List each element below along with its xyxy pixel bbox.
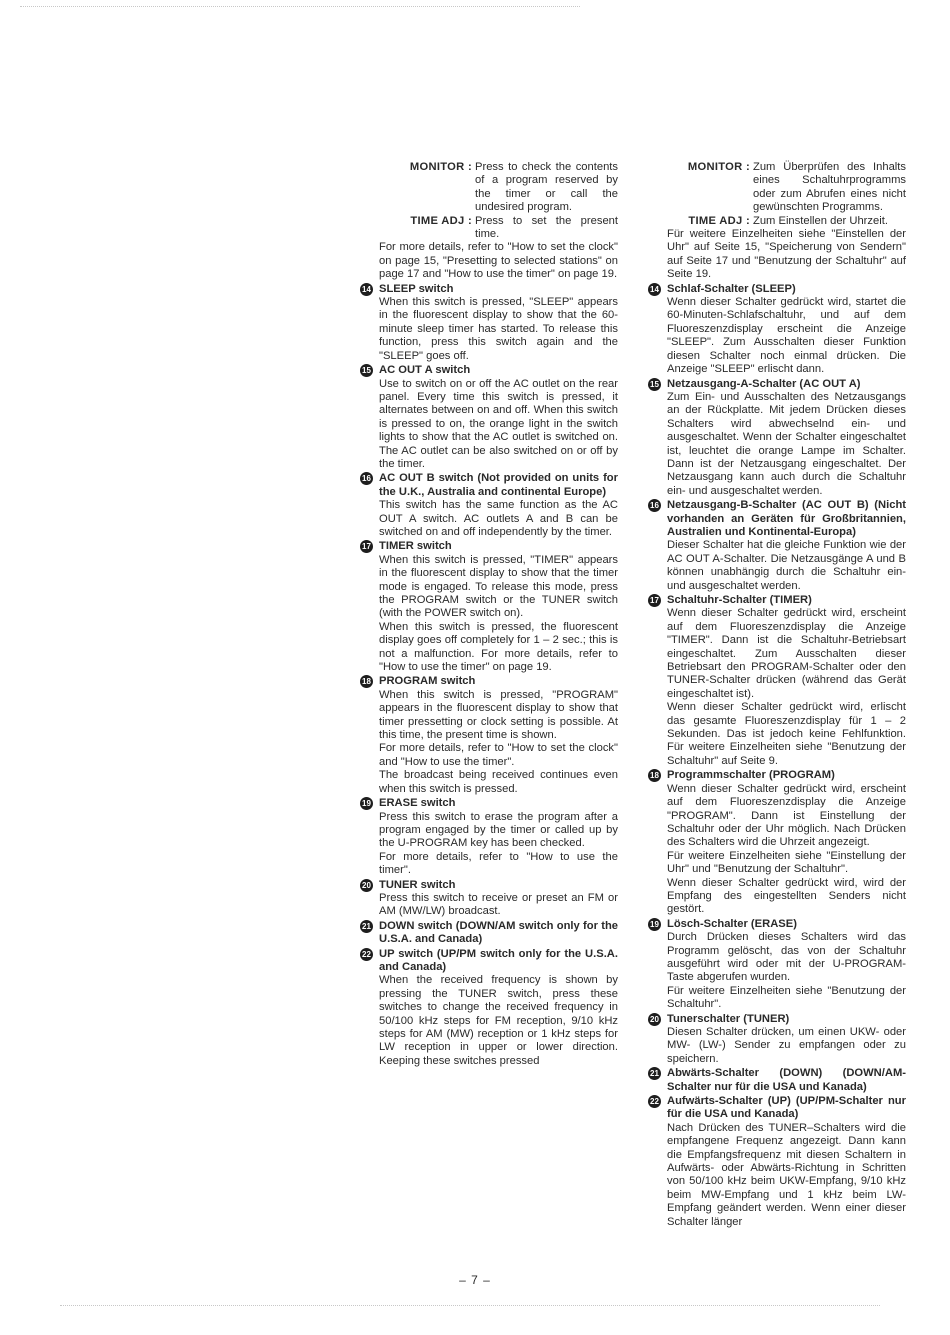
time-adj-key: TIME ADJ :	[410, 214, 472, 227]
item-number-badge: 17	[360, 540, 373, 553]
monitor-key: MONITOR :	[687, 161, 750, 173]
item-title: Tunerschalter (TUNER)	[667, 1012, 790, 1025]
item-title: Aufwärts-Schalter (UP) (UP/PM-Schalter nur für die USA und Kanada)	[667, 1095, 906, 1121]
item-body: Zum Ein- und Ausschalten des Netzausgangs an der Rückplatte. Mit jedem Drücken dieses Schalters wird abwechselnd ein- und ausgeschaltet. Wenn der Schalter eingeschaltet ist, leuchtet die orange Lampe im Schalter. Dann ist der Netzausgang eingeschaltet. Der Netzausgang kann auch durch die Schaltuhr ein- und ausgeschaltet werden.	[667, 390, 906, 497]
item-body: Nach Drücken des TUNER–Schalters wird die empfangene Frequenz angezeigt. Dann kann die Empfangsfrequenz mit diesen Schaltern in Aufwärts- oder Abwärts-Richtung in Schritten von 50/100 kHz beim UKW-Empfang, 9/10 kHz beim MW-Empfang und 1 kHz beim LW-Empfang geändert werden. Wenn einer dieser Schalter länger	[667, 1121, 906, 1228]
item-title: AC OUT A switch	[379, 364, 471, 377]
item-title: ERASE switch	[379, 797, 456, 810]
numbered-item	[360, 364, 618, 471]
item-title: TIMER switch	[379, 540, 452, 553]
numbered-item	[648, 918, 906, 1012]
numbered-item	[648, 378, 906, 499]
item-body: When the received frequency is shown by pressing the TUNER switch, press these switches to change the received frequency in 50/100 kHz steps for FM reception, 9/10 kHz steps for AM (MW) reception or 1 kHz steps for LW reception in upper or lower direction. Keeping these switches pressed	[379, 974, 618, 1067]
item-title: UP switch (UP/PM switch only for the U.S.A. and Canada)	[379, 947, 618, 973]
item-title: Schaltuhr-Schalter (TIMER)	[667, 594, 812, 606]
item-title: DOWN switch (DOWN/AM switch only for the U.S.A. and Canada)	[379, 919, 618, 946]
numbered-item	[360, 797, 618, 877]
item-number-badge: 14	[360, 283, 373, 296]
monitor-entry	[360, 161, 618, 215]
item-number-badge: 20	[648, 1013, 661, 1026]
monitor-desc: Press to check the contents of a program reserved by the timer or call the undesired program.	[475, 161, 618, 214]
item-body: When this switch is pressed, "SLEEP" appears in the fluorescent display to show that the 60-minute sleep timer has started. To release this function, press this switch again and the "SLEEP" goes off.	[379, 296, 618, 362]
item-list	[360, 283, 618, 1069]
numbered-item	[360, 879, 618, 919]
numbered-item	[648, 1067, 906, 1094]
item-body: This switch has the same function as the AC OUT A switch. AC outlets A and B can be switched on and off independently by the timer.	[379, 499, 618, 538]
numbered-item	[648, 499, 906, 593]
item-title: PROGRAM switch	[379, 675, 476, 688]
item-number-badge: 21	[360, 920, 373, 933]
time-adj-entry	[360, 215, 618, 242]
time-adj-key: TIME ADJ :	[688, 214, 750, 227]
numbered-item	[360, 540, 618, 674]
item-list	[648, 283, 906, 1229]
time-adj-desc: Zum Einstellen der Uhrzeit.	[753, 214, 888, 227]
item-number-badge: 17	[648, 594, 661, 607]
item-body: Wenn dieser Schalter gedrückt wird, erscheint auf dem Fluoreszenzdisplay die Anzeige "TIMER". Dann ist die Schaltuhr-Betriebsart eingeschaltet. Zum Ausschalten dieser Betriebsart den PROGRAM-Schalter oder den TUNER-Schalter drücken (während das Gerät eingeschaltet ist). Wenn dieser Schalter gedrückt wird, erlischt das gesamte Fluoreszenzdisplay für 1 – 2 Sekunden. Das ist jedoch keine Fehlfunktion. Für weitere Einzelheiten siehe "Benutzung der Schaltuhr" auf Seite 9.	[667, 607, 906, 767]
scan-edge-bottom	[60, 1305, 880, 1306]
item-body: Press this switch to receive or preset an FM or AM (MW/LW) broadcast.	[379, 891, 618, 918]
item-title: Abwärts-Schalter (DOWN) (DOWN/AM-Schalter nur für die USA und Kanada)	[667, 1067, 906, 1093]
item-body: Dieser Schalter hat die gleiche Funktion wie der AC OUT A-Schalter. Die Netzausgänge A und B können unabhängig durch die Schaltuhr ein- und ausgeschaltet werden.	[667, 539, 906, 592]
numbered-item	[360, 675, 618, 796]
item-number-badge: 16	[360, 472, 373, 485]
german-column	[648, 161, 906, 1229]
intro-paragraph: For more details, refer to "How to set the clock" on page 15, "Presetting to selected stations" on page 17 and "How to use the timer" on page 19.	[379, 241, 618, 281]
item-number-badge: 19	[648, 918, 661, 931]
item-number-badge: 18	[648, 769, 661, 782]
item-body: When this switch is pressed, "PROGRAM" appears in the fluorescent display to show that timer pressetting or clock setting is possible. At this time, the present time is shown. For more details, refer to "How to set the clock" and "How to use the timer". The broadcast being received continues even when this switch is pressed.	[379, 688, 618, 795]
scan-edge-top	[20, 6, 580, 7]
numbered-item	[648, 769, 906, 916]
item-body: Wenn dieser Schalter gedrückt wird, erscheint auf dem Fluoreszenzdisplay die Anzeige "PROGRAM". Dann ist Einstellung der Schaltuhr oder der Uhr möglich. Nach Drücken des Schalters wird die Uhrzeit angezeigt. Für weitere Einzelheiten siehe "Einstellung der Uhr" und "Benutzung der Schaltuhr". Wenn dieser Schalter gedrückt wird, wird der Empfang des eingestellten Senders nicht gestört.	[667, 782, 906, 916]
item-body: Press this switch to erase the program after a program engaged by the timer or called up by the U-PROGRAM key has been checked. For more details, refer to "How to use the timer".	[379, 810, 618, 877]
numbered-item	[648, 1095, 906, 1229]
item-number-badge: 21	[648, 1067, 661, 1080]
item-title: SLEEP switch	[379, 282, 454, 295]
item-number-badge: 15	[648, 378, 661, 391]
item-number-badge: 22	[648, 1095, 661, 1108]
numbered-item	[360, 283, 618, 363]
item-title: Programmschalter (PROGRAM)	[667, 769, 835, 782]
item-title: Schlaf-Schalter (SLEEP)	[667, 282, 796, 295]
item-number-badge: 19	[360, 797, 373, 810]
english-column	[360, 161, 618, 1068]
numbered-item	[648, 283, 906, 377]
numbered-item	[360, 948, 618, 1069]
item-title: Netzausgang-B-Schalter (AC OUT B) (Nicht vorhanden an Geräten für Großbritannien, Australien und Kontinental-Europa)	[667, 499, 906, 538]
intro-paragraph: Für weitere Einzelheiten siehe "Einstellen der Uhr" auf Seite 15, "Speicherung von Sendern" auf Seite 17 und "Benutzung der Schaltuhr" auf Seite 19.	[667, 228, 906, 281]
item-number-badge: 14	[648, 283, 661, 296]
monitor-entry	[648, 161, 906, 215]
item-body: Durch Drücken dieses Schalters wird das Programm gelöscht, das von der Schaltuhr ausgeführt wird oder mit der U-PROGRAM-Taste abgerufen wurden. Für weitere Einzelheiten siehe "Benutzung der Schaltuhr".	[667, 931, 906, 1011]
page-number: – 7 –	[459, 1273, 491, 1287]
item-body: Use to switch on or off the AC outlet on the rear panel. Every time this switch is pressed, it alternates between on and off. When this switch is pressed to on, the orange light in the switch lights to show that the AC outlet is switched on. The AC outlet can be also switched on or off by the timer.	[379, 377, 618, 470]
item-title: Netzausgang-A-Schalter (AC OUT A)	[667, 377, 861, 390]
item-number-badge: 15	[360, 364, 373, 377]
item-body: Wenn dieser Schalter gedrückt wird, startet die 60-Minuten-Schlafschaltuhr, und auf dem Fluoreszenzdisplay erscheint die Anzeige "SLEEP". Zum Ausschalten dieser Funktion diesen Schalter noch einmal drücken. Die Anzeige "SLEEP" erlischt dann.	[667, 296, 906, 376]
numbered-item	[360, 472, 618, 539]
item-number-badge: 18	[360, 675, 373, 688]
time-adj-entry	[648, 215, 906, 228]
item-title: TUNER switch	[379, 878, 456, 891]
numbered-item	[360, 920, 618, 947]
item-title: Lösch-Schalter (ERASE)	[667, 917, 797, 930]
item-number-badge: 22	[360, 948, 373, 961]
item-number-badge: 20	[360, 879, 373, 892]
item-title: AC OUT B switch (Not provided on units for the U.K., Australia and continental Europe)	[379, 472, 618, 498]
item-body: When this switch is pressed, "TIMER" appears in the fluorescent display to show that the timer mode is engaged. To release this mode, press the PROGRAM switch or the TUNER switch (with the POWER switch on). When this switch is pressed, the fluorescent display goes off completely for 1 – 2 sec.; this is not a malfunction. For more details, refer to "How to use the timer" on page 19.	[379, 553, 618, 674]
numbered-item	[648, 1013, 906, 1067]
item-number-badge: 16	[648, 499, 661, 512]
item-body: Diesen Schalter drücken, um einen UKW- oder MW- (LW-) Sender zu empfangen oder zu speichern.	[667, 1026, 906, 1065]
monitor-key: MONITOR :	[409, 161, 472, 173]
numbered-item	[648, 594, 906, 768]
monitor-desc: Zum Überprüfen des Inhalts eines Schaltuhrprogramms oder zum Abrufen eines nicht gewünschten Programms.	[753, 161, 906, 214]
time-adj-desc: Press to set the present time.	[475, 214, 618, 241]
